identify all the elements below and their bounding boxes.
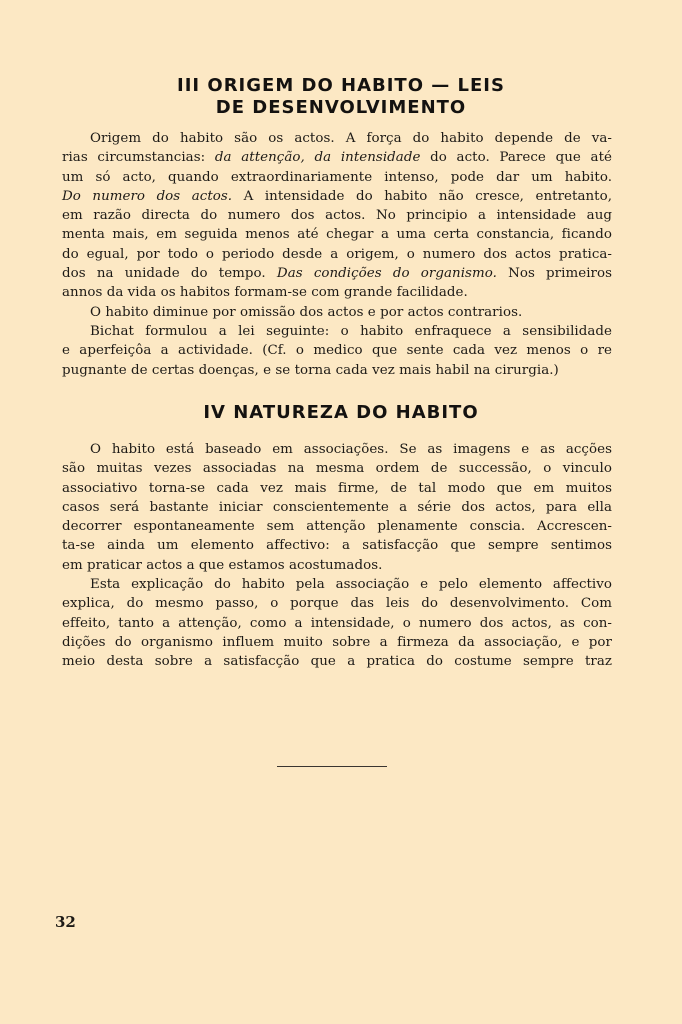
section-4-body <box>62 440 612 672</box>
text-line: dições do organismo influem muito sobre a firmeza da associação, e por <box>62 634 612 650</box>
text-line: meio desta sobre a satisfacção que a pratica do costume sempre traz <box>62 654 612 670</box>
section-3-heading-line-2: DE DESENVOLVIMENTO <box>215 97 467 118</box>
text-line: casos será bastante iniciar conscientemente a série dos actos, para ella <box>62 499 612 515</box>
section-4-heading-text: IV NATUREZA DO HABITO <box>203 402 479 423</box>
text-line: dos na unidade do tempo. Das condições do organismo. Nos primeiros <box>62 266 613 282</box>
text-line: O habito diminue por omissão dos actos e por actos contrarios. <box>90 304 523 320</box>
text-line: annos da vida os habitos formam-se com grande facilidade. <box>62 285 468 301</box>
text-line: um só acto, quando extraordinariamente intenso, pode dar um habito. <box>62 169 612 185</box>
text-line: pugnante de certas doenças, e se torna cada vez mais habil na cirurgia.) <box>62 362 559 378</box>
text-line: decorrer espontaneamente sem attenção plenamente conscia. Accrescen- <box>62 519 612 535</box>
text-line: O habito está baseado em associações. Se as imagens e as acções <box>90 442 612 457</box>
emphasis: Do numero dos actos. <box>62 188 233 204</box>
text-line: e aperfeiçôa a actividade. (Cf. o medico que sente cada vez menos o re <box>62 343 612 359</box>
text-line: Esta explicação do habito pela associação e pelo elemento affectivo <box>90 577 612 593</box>
text-line: associativo torna-se cada vez mais firme, de tal modo que em muitos <box>62 480 612 496</box>
emphasis: intensidade <box>340 150 421 166</box>
text-line: ta-se ainda um elemento affectivo: a satisfacção que sempre sentimos <box>62 538 612 554</box>
text-line: em praticar actos a que estamos acostumados. <box>62 557 383 573</box>
section-4-heading <box>60 402 622 424</box>
text-line: em razão directa do numero dos actos. No principio a intensidade aug <box>62 208 612 224</box>
emphasis: da attenção, da <box>214 150 332 166</box>
text-line: effeito, tanto a attenção, como a intensidade, o numero dos actos, as con- <box>62 615 612 631</box>
text-line: rias circumstancias: da attenção, da intensidade do acto. Parece que até <box>62 150 612 166</box>
page-number: 32 <box>55 913 76 931</box>
section-3-body <box>62 129 612 380</box>
text-line: Do numero dos actos. A intensidade do habito não cresce, entretanto, <box>62 188 612 204</box>
section-3-heading-line-1: III ORIGEM DO HABITO — LEIS <box>177 75 505 96</box>
text-line: explica, do mesmo passo, o porque das leis do desenvolvimento. Com <box>62 596 612 612</box>
text-line: menta mais, em seguida menos até chegar a uma certa constancia, ficando <box>62 227 612 243</box>
text-line: Bichat formulou a lei seguinte: o habito enfraquece a sensibilidade <box>90 323 612 339</box>
text-line: do egual, por todo o periodo desde a origem, o numero dos actos pratica- <box>62 246 612 262</box>
text-line: Origem do habito são os actos. A força do habito depende de va- <box>90 131 612 146</box>
emphasis: Das condições do organismo. <box>276 266 497 282</box>
text-line: são muitas vezes associadas na mesma ordem de successão, o vinculo <box>62 461 612 477</box>
section-3-heading <box>60 75 622 119</box>
section-divider-rule <box>277 766 387 767</box>
